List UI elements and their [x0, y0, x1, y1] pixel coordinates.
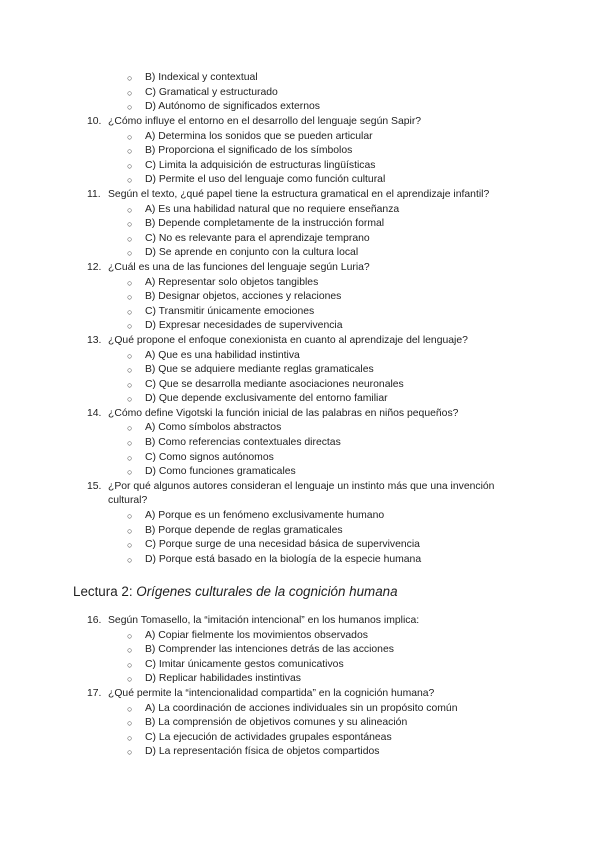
- circle-bullet-icon: ○: [127, 394, 133, 405]
- question-17: 17. ¿Qué permite la “intencionalidad compartida” en la cognición humana?: [87, 687, 435, 699]
- circle-bullet-icon: ○: [127, 73, 133, 83]
- option-item: ○ C) Imitar únicamente gestos comunicativos: [0, 658, 600, 673]
- question-text: ¿Cuál es una de las funciones del lenguaje según Luria?: [108, 261, 370, 273]
- option-item: ○ D) Permite el uso del lenguaje como función cultural: [0, 173, 600, 188]
- circle-bullet-icon: ○: [127, 452, 133, 463]
- circle-bullet-icon: ○: [127, 423, 133, 434]
- circle-bullet-icon: ○: [127, 379, 133, 390]
- question-12: 12. ¿Cuál es una de las funciones del lenguaje según Luria?: [87, 261, 370, 273]
- circle-bullet-icon: ○: [127, 511, 133, 522]
- circle-bullet-icon: ○: [127, 204, 133, 215]
- option-item: ○ C) No es relevante para el aprendizaje temprano: [0, 232, 600, 247]
- continuation-options: [0, 71, 600, 115]
- circle-bullet-icon: ○: [127, 175, 133, 186]
- question-list-part2: [0, 614, 600, 760]
- option-item: ○ B) Indexical y contextual: [0, 71, 600, 86]
- question-15: 15. ¿Por qué algunos autores consideran el lenguaje un instinto más que una invención cultural?: [87, 480, 495, 507]
- option-item: ○ C) Porque surge de una necesidad básica de supervivencia: [0, 538, 600, 553]
- question-text: ¿Cómo define Vigotski la función inicial de las palabras en niños pequeños?: [108, 407, 459, 419]
- option-item: ○ D) La representación física de objetos compartidos: [0, 745, 600, 760]
- option-item: ○ D) Expresar necesidades de supervivencia: [0, 319, 600, 334]
- option-item: ○ C) Limita la adquisición de estructuras lingüísticas: [0, 159, 600, 174]
- circle-bullet-icon: ○: [127, 306, 133, 317]
- option-item: ○ C) Gramatical y estructurado: [0, 86, 600, 101]
- option-item: ○ B) Proporciona el significado de los símbolos: [0, 144, 600, 159]
- question-text: Según Tomasello, la “imitación intencional” en los humanos implica:: [108, 615, 420, 626]
- section-heading: [73, 583, 398, 601]
- circle-bullet-icon: ○: [127, 233, 133, 244]
- option-item: ○ A) Copiar fielmente los movimientos observados: [0, 629, 600, 644]
- question-16: 16. Según Tomasello, la “imitación intencional” en los humanos implica:: [87, 615, 420, 626]
- question-text: ¿Por qué algunos autores consideran el lenguaje un instinto más que una invención cultural?: [108, 480, 495, 507]
- circle-bullet-icon: ○: [127, 732, 133, 743]
- option-item: ○ C) Transmitir únicamente emociones: [0, 305, 600, 320]
- circle-bullet-icon: ○: [127, 747, 133, 758]
- option-item: ○ A) Determina los sonidos que se pueden articular: [0, 130, 600, 145]
- circle-bullet-icon: ○: [127, 630, 133, 641]
- option-item: ○ A) Que es una habilidad instintiva: [0, 349, 600, 364]
- option-item: ○ A) La coordinación de acciones individuales sin un propósito común: [0, 702, 600, 717]
- option-item: ○ D) Replicar habilidades instintivas: [0, 672, 600, 687]
- option-item: ○ C) Que se desarrolla mediante asociaciones neuronales: [0, 378, 600, 393]
- circle-bullet-icon: ○: [127, 718, 133, 729]
- circle-bullet-icon: ○: [127, 645, 133, 656]
- circle-bullet-icon: ○: [127, 160, 133, 171]
- circle-bullet-icon: ○: [127, 674, 133, 685]
- question-text: ¿Qué propone el enfoque conexionista en cuanto al aprendizaje del lenguaje?: [108, 334, 468, 346]
- circle-bullet-icon: ○: [127, 540, 133, 551]
- option-item: ○ B) Que se adquiere mediante reglas gramaticales: [0, 363, 600, 378]
- option-item: ○ D) Como funciones gramaticales: [0, 465, 600, 480]
- section-prefix: Lectura 2:: [73, 584, 137, 599]
- circle-bullet-icon: ○: [127, 321, 133, 332]
- option-item: ○ D) Autónomo de significados externos: [0, 100, 600, 115]
- circle-bullet-icon: ○: [127, 248, 133, 259]
- circle-bullet-icon: ○: [127, 438, 133, 449]
- question-14: 14. ¿Cómo define Vigotski la función inicial de las palabras en niños pequeños?: [87, 407, 459, 419]
- circle-bullet-icon: ○: [127, 350, 133, 361]
- option-item: ○ B) Comprender las intenciones detrás de las acciones: [0, 643, 600, 658]
- circle-bullet-icon: ○: [127, 525, 133, 536]
- question-13: 13. ¿Qué propone el enfoque conexionista en cuanto al aprendizaje del lenguaje?: [87, 334, 468, 346]
- option-item: ○ A) Representar solo objetos tangibles: [0, 276, 600, 291]
- circle-bullet-icon: ○: [127, 219, 133, 230]
- option-item: ○ B) La comprensión de objetivos comunes y su alineación: [0, 716, 600, 731]
- question-text: ¿Cómo influye el entorno en el desarrollo del lenguaje según Sapir?: [108, 116, 422, 127]
- option-item: ○ A) Es una habilidad natural que no requiere enseñanza: [0, 203, 600, 218]
- option-item: ○ B) Como referencias contextuales directas: [0, 436, 600, 451]
- option-item: ○ B) Depende completamente de la instrucción formal: [0, 217, 600, 232]
- option-item: ○ C) La ejecución de actividades grupales espontáneas: [0, 731, 600, 746]
- circle-bullet-icon: ○: [127, 554, 133, 565]
- option-item: ○ C) Como signos autónomos: [0, 451, 600, 466]
- circle-bullet-icon: ○: [127, 87, 133, 98]
- option-item: ○ D) Se aprende en conjunto con la cultura local: [0, 246, 600, 261]
- option-item: ○ D) Que depende exclusivamente del entorno familiar: [0, 392, 600, 407]
- circle-bullet-icon: ○: [127, 146, 133, 157]
- question-text: Según el texto, ¿qué papel tiene la estructura gramatical en el aprendizaje infantil?: [108, 188, 490, 200]
- option-item: ○ A) Como símbolos abstractos: [0, 421, 600, 436]
- option-item: ○ B) Porque depende de reglas gramaticales: [0, 524, 600, 539]
- question-10: 10. ¿Cómo influye el entorno en el desarrollo del lenguaje según Sapir?: [87, 116, 422, 127]
- circle-bullet-icon: ○: [127, 467, 133, 478]
- circle-bullet-icon: ○: [127, 292, 133, 303]
- circle-bullet-icon: ○: [127, 365, 133, 376]
- question-11: 11. Según el texto, ¿qué papel tiene la estructura gramatical en el aprendizaje infantil?: [87, 188, 490, 200]
- section-title: Orígenes culturales de la cognición humana: [136, 584, 398, 599]
- circle-bullet-icon: ○: [127, 277, 133, 288]
- option-item: ○ D) Porque está basado en la biología de la especie humana: [0, 553, 600, 568]
- circle-bullet-icon: ○: [127, 703, 133, 714]
- circle-bullet-icon: ○: [127, 131, 133, 142]
- circle-bullet-icon: ○: [127, 102, 133, 113]
- option-item: ○ B) Designar objetos, acciones y relaciones: [0, 290, 600, 305]
- question-text: ¿Qué permite la “intencionalidad compartida” en la cognición humana?: [108, 687, 435, 699]
- question-list-part1: [0, 115, 600, 567]
- option-item: ○ A) Porque es un fenómeno exclusivamente humano: [0, 509, 600, 524]
- circle-bullet-icon: ○: [127, 659, 133, 670]
